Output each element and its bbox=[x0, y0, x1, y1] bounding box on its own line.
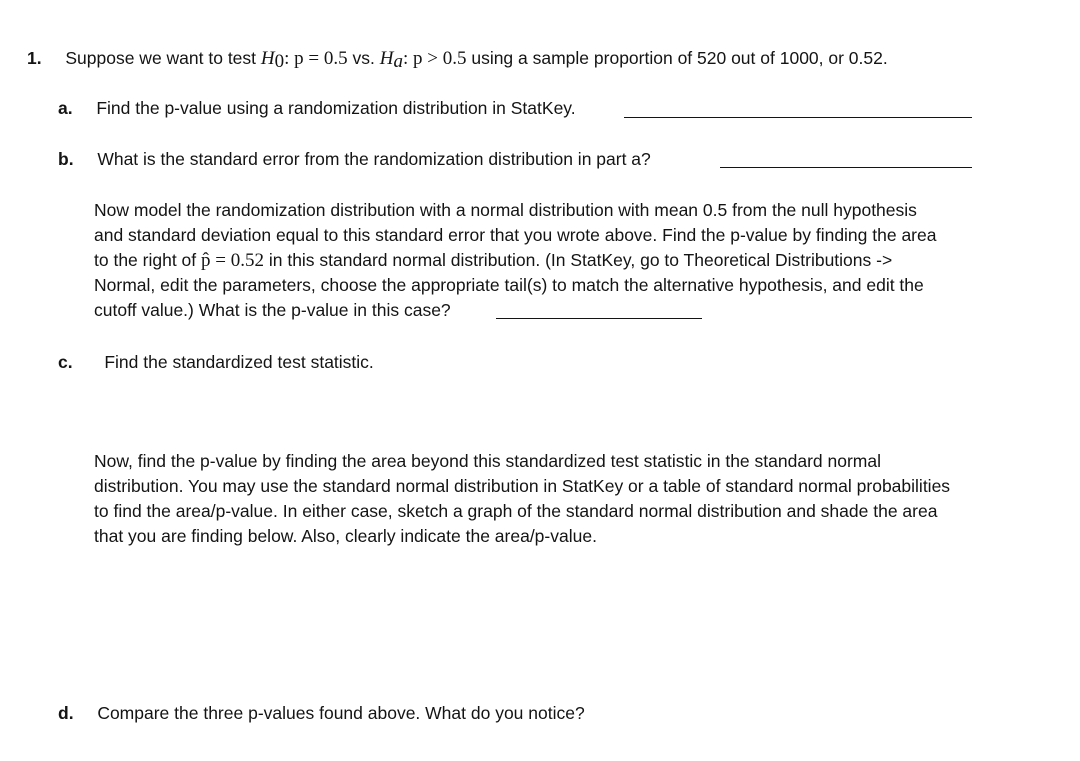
part-d bbox=[58, 701, 585, 725]
sketch-area[interactable] bbox=[94, 555, 994, 690]
answer-blank-a[interactable] bbox=[624, 117, 972, 118]
question-stem bbox=[27, 46, 888, 74]
part-c-followup-line-2: distribution. You may use the standard normal distribution in StatKey or a table of standard normal probabilities bbox=[94, 476, 951, 496]
part-b-label: b. bbox=[58, 149, 74, 169]
part-c-followup-line-1: Now, find the p-value by finding the area beyond this standardized test statistic in the standard normal bbox=[94, 451, 881, 471]
stem-lead: Suppose we want to test bbox=[65, 48, 261, 68]
part-b-followup-line-3 bbox=[94, 248, 892, 273]
h0-expression: : p = 0.5 bbox=[284, 48, 348, 69]
part-c-followup-line-3: to find the area/p-value. In either case, sketch a graph of the standard normal distribution and shade the area bbox=[94, 501, 938, 521]
h0-symbol: H bbox=[260, 48, 275, 69]
part-d-label: d. bbox=[58, 703, 74, 723]
ha-expression: : p > 0.5 bbox=[402, 48, 467, 69]
part-b-followup-line-1: Now model the randomization distribution with a normal distribution with mean 0.5 from the null hypothesis bbox=[94, 200, 917, 220]
ha-subscript: a bbox=[393, 51, 403, 72]
part-a-text: Find the p-value using a randomization distribution in StatKey. bbox=[96, 98, 576, 118]
answer-blank-b[interactable] bbox=[720, 167, 972, 168]
part-c-text: Find the standardized test statistic. bbox=[104, 352, 374, 372]
line3-lead: to the right of bbox=[94, 250, 202, 270]
ha-symbol: H bbox=[379, 48, 394, 69]
part-b-text: What is the standard error from the randomization distribution in part a? bbox=[97, 149, 651, 169]
h0-subscript: 0 bbox=[274, 51, 285, 72]
question-number: 1. bbox=[27, 48, 42, 68]
part-d-text: Compare the three p-values found above. What do you notice? bbox=[97, 703, 585, 723]
part-c-label: c. bbox=[58, 352, 73, 372]
part-b-followup-line-5: cutoff value.) What is the p-value in this case? bbox=[94, 300, 451, 320]
part-b-followup-line-4: Normal, edit the parameters, choose the appropriate tail(s) to match the alternative hypothesis, and edit the bbox=[94, 275, 924, 295]
stem-tail: using a sample proportion of 520 out of 1000, or 0.52. bbox=[466, 48, 888, 68]
p-hat-value: p̂ = 0.52 bbox=[201, 250, 264, 271]
line3-tail: in this standard normal distribution. (In StatKey, go to Theoretical Distributions -> bbox=[263, 250, 893, 270]
stem-vs: vs. bbox=[347, 48, 380, 68]
part-b bbox=[58, 147, 651, 171]
part-a bbox=[58, 96, 576, 120]
part-c-followup-line-4: that you are finding below. Also, clearly indicate the area/p-value. bbox=[94, 526, 597, 546]
part-a-label: a. bbox=[58, 98, 73, 118]
answer-blank-b2[interactable] bbox=[496, 318, 702, 319]
part-b-followup-line-2: and standard deviation equal to this standard error that you wrote above. Find the p-value by finding the area bbox=[94, 225, 937, 245]
part-c bbox=[58, 350, 374, 374]
